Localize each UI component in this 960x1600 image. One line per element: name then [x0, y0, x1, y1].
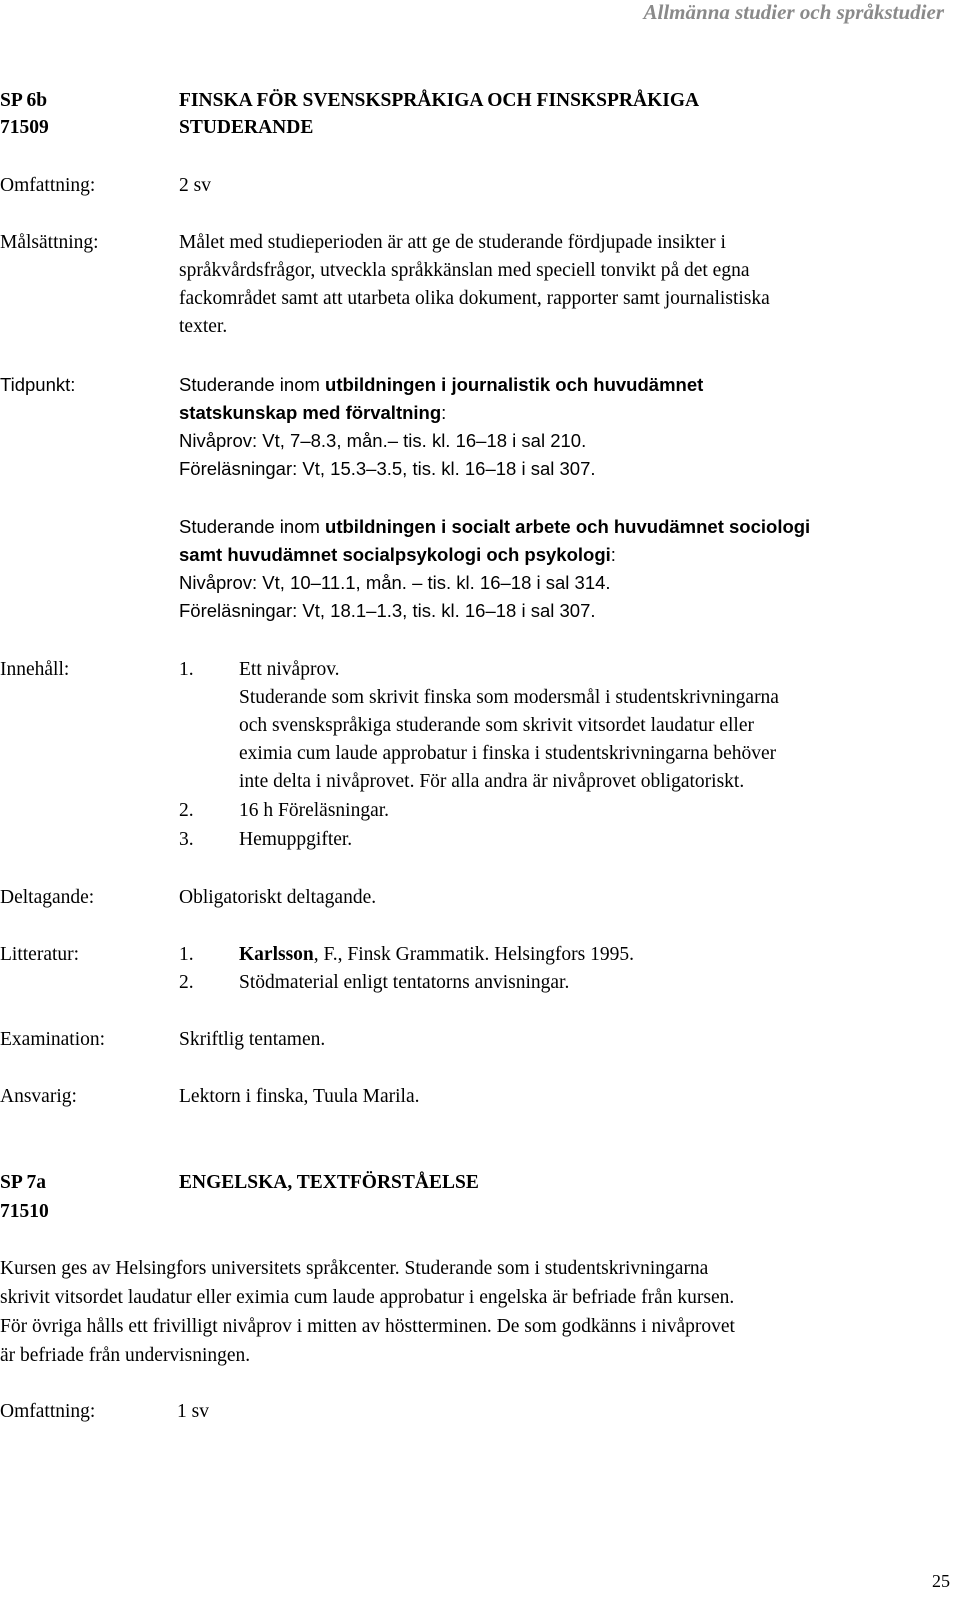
running-header: Allmänna studier och språkstudier	[643, 0, 944, 24]
description-line: är befriade från undervisningen.	[0, 1345, 251, 1366]
tidpunkt-group2-nivaprov: Nivåprov: Vt, 10–11.1, mån. – tis. kl. 16–18 i sal 314.	[179, 572, 611, 593]
tidpunkt-label: Tidpunkt:	[0, 374, 76, 395]
examination-label: Examination:	[0, 1029, 106, 1050]
course-title: FINSKA FÖR SVENSKSPRÅKIGA OCH FINSKSPRÅKIGA	[179, 90, 700, 111]
list-item: Ett nivåprov.	[239, 659, 340, 680]
course-code: SP 6b	[0, 90, 48, 111]
list-item-text: Studerande som skrivit finska som modersmål i studentskrivningarna	[239, 687, 779, 708]
tidpunkt-group1-nivaprov: Nivåprov: Vt, 7–8.3, mån.– tis. kl. 16–18 i sal 210.	[179, 430, 587, 451]
malsattning-line: texter.	[179, 316, 228, 337]
course-title: ENGELSKA, TEXTFÖRSTÅELSE	[179, 1172, 479, 1193]
literature-item: Stödmaterial enligt tentatorns anvisningar.	[239, 972, 570, 993]
description-line: Kursen ges av Helsingfors universitets språkcenter. Studerande som i studentskrivningarna	[0, 1258, 709, 1279]
deltagande-value: Obligatoriskt deltagande.	[179, 887, 377, 908]
examination-value: Skriftlig tentamen.	[179, 1029, 326, 1050]
omfattning-label: Omfattning:	[0, 1401, 96, 1422]
omfattning-value: 1 sv	[177, 1401, 209, 1422]
tidpunkt-group1-forelasningar: Föreläsningar: Vt, 15.3–3.5, tis. kl. 16–18 i sal 307.	[179, 458, 596, 479]
ansvarig-label: Ansvarig:	[0, 1086, 77, 1107]
malsattning-line: Målet med studieperioden är att ge de studerande fördjupade insikter i	[179, 232, 726, 253]
list-item-number: 1.	[179, 659, 194, 680]
tidpunkt-group1-line2: statskunskap med förvaltning:	[179, 402, 447, 423]
description-line: skrivit vitsordet laudatur eller eximia cum laude approbatur i engelska är befriade från kursen.	[0, 1287, 735, 1308]
course-code: SP 7a	[0, 1172, 47, 1193]
innehall-label: Innehåll:	[0, 659, 70, 680]
description-line: För övriga hålls ett frivilligt nivåprov i mitten av höstterminen. De som godkänns i nivåprovet	[0, 1316, 735, 1337]
list-item-text: och svenskspråkiga studerande som skrivit vitsordet laudatur eller	[239, 715, 754, 736]
litteratur-label: Litteratur:	[0, 944, 80, 965]
list-item: Hemuppgifter.	[239, 829, 353, 850]
ansvarig-value: Lektorn i finska, Tuula Marila.	[179, 1086, 420, 1107]
malsattning-line: fackområdet samt att utarbeta olika dokument, rapporter samt journalistiska	[179, 288, 770, 309]
course-title-cont: STUDERANDE	[179, 117, 314, 138]
tidpunkt-group2-line2: samt huvudämnet socialpsykologi och psykologi:	[179, 544, 616, 565]
tidpunkt-group2-line1: Studerande inom utbildningen i socialt arbete och huvudämnet sociologi	[179, 516, 811, 537]
literature-item: Karlsson, F., Finsk Grammatik. Helsingfors 1995.	[239, 944, 634, 965]
course-number: 71510	[0, 1201, 49, 1222]
list-item-number: 2.	[179, 972, 194, 993]
list-item-text: eximia cum laude approbatur i finska i studentskrivningarna behöver	[239, 743, 777, 764]
list-item-number: 3.	[179, 829, 194, 850]
malsattning-line: språkvårdsfrågor, utveckla språkkänslan med speciell tonvikt på det egna	[179, 260, 750, 281]
page-number: 25	[932, 1571, 950, 1591]
list-item-number: 2.	[179, 800, 194, 821]
omfattning-label: Omfattning:	[0, 175, 96, 196]
list-item: 16 h Föreläsningar.	[239, 800, 390, 821]
course-number: 71509	[0, 117, 49, 138]
list-item-text: inte delta i nivåprovet. För alla andra är nivåprovet obligatoriskt.	[239, 771, 745, 792]
list-item-number: 1.	[179, 944, 194, 965]
omfattning-value: 2 sv	[179, 175, 211, 196]
deltagande-label: Deltagande:	[0, 887, 95, 908]
tidpunkt-group2-forelasningar: Föreläsningar: Vt, 18.1–1.3, tis. kl. 16–18 i sal 307.	[179, 600, 596, 621]
malsattning-label: Målsättning:	[0, 232, 99, 253]
tidpunkt-group1-line1: Studerande inom utbildningen i journalistik och huvudämnet	[179, 374, 704, 395]
